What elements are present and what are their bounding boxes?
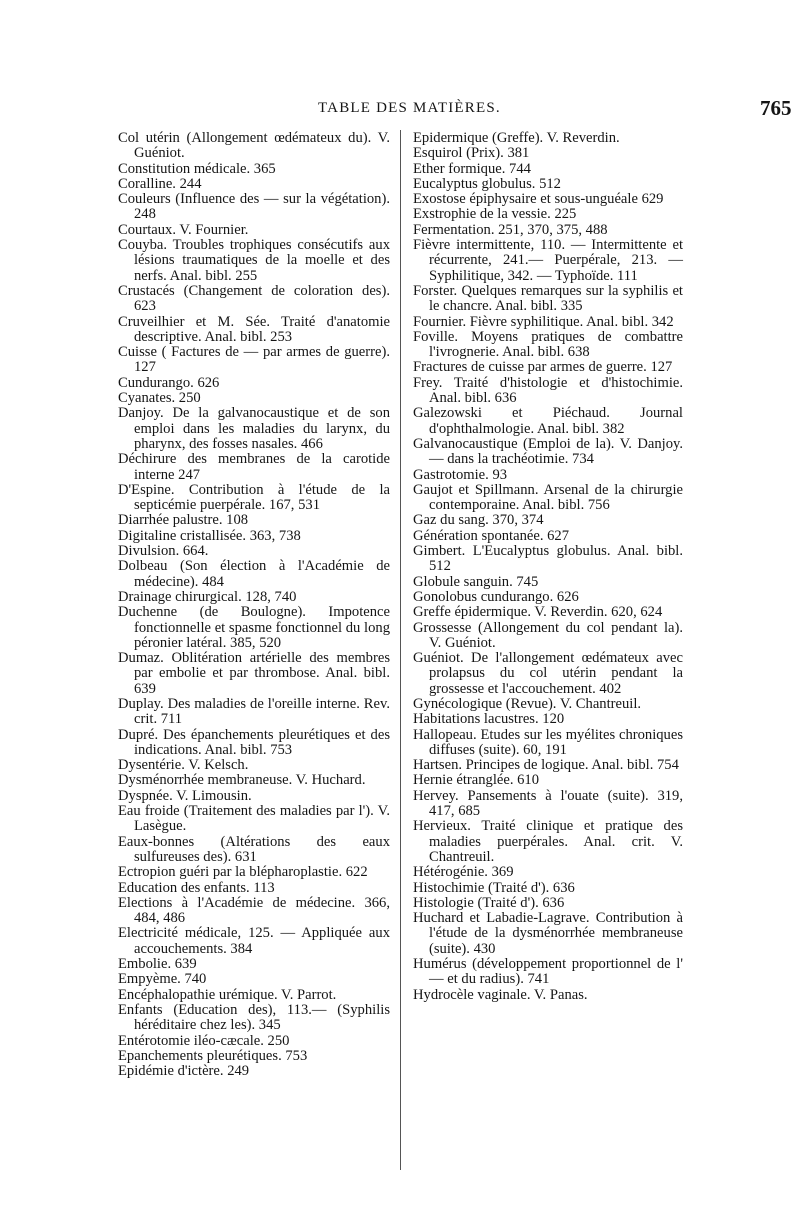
index-entry: Gonolobus cundurango. 626 xyxy=(413,588,579,605)
index-entry: Elections à l'Académie de médecine. 366, 484, 486 xyxy=(118,894,390,927)
index-entry: Dupré. Des épanchements pleurétiques et des indications. Anal. bibl. 753 xyxy=(118,726,390,758)
index-entry: Galezowski et Piéchaud. Journal d'ophthalmologie. Anal. bibl. 382 xyxy=(413,405,683,437)
index-entry: Histochimie (Traité d'). 636 xyxy=(413,879,575,896)
index-entry: Divulsion. 664. xyxy=(118,543,209,560)
index-entry: Guéniot. De l'allongement œdémateux avec prolapsus du col utérin pendant la grossesse et l'accouchement. 402 xyxy=(413,650,683,697)
index-entry: Exstrophie de la vessie. 225 xyxy=(413,206,577,223)
index-entry: Frey. Traité d'histologie et d'histochimie. Anal. bibl. 636 xyxy=(413,374,683,407)
right-column xyxy=(413,131,683,1003)
index-entry: Electricité médicale, 125. — Appliquée aux accouchements. 384 xyxy=(118,925,390,957)
index-entry: Encéphalopathie urémique. V. Parrot. xyxy=(118,986,337,1003)
page-number: 765 xyxy=(760,96,792,120)
index-entry: Huchard et Labadie-Lagrave. Contribution à l'étude de la dysménorrhée membraneuse (suite). 430 xyxy=(413,910,683,957)
index-entry: Epidémie d'ictère. 249 xyxy=(118,1063,250,1080)
index-entry: Dysménorrhée membraneuse. V. Huchard. xyxy=(118,772,366,789)
index-entry: Fièvre intermittente, 110. — Intermittente et récurrente, 241.— Puerpérale, 213. — Syphilitique, 342. — Typhoïde. 111 xyxy=(413,237,683,284)
index-entry: Couleurs (Influence des — sur la végétation). 248 xyxy=(118,191,390,223)
index-entry: Histologie (Traité d'). 636 xyxy=(413,894,565,911)
running-title: TABLE DES MATIÈRES. xyxy=(318,100,501,116)
left-column xyxy=(118,131,390,1079)
index-entry: Gastrotomie. 93 xyxy=(413,466,508,483)
index-entry: Eucalyptus globulus. 512 xyxy=(413,175,561,192)
index-entry: Humérus (développement proportionnel de l' — et du radius). 741 xyxy=(413,956,683,988)
index-entry: Eau froide (Traitement des maladies par l'). V. Lasègue. xyxy=(118,803,390,835)
index-entry: Empyème. 740 xyxy=(118,971,207,988)
index-entry: Hervey. Pansements à l'ouate (suite). 319, 417, 685 xyxy=(413,787,683,820)
index-entry: Fournier. Fièvre syphilitique. Anal. bibl. 342 xyxy=(413,313,674,330)
index-entry: Grossesse (Allongement du col pendant la). V. Guéniot. xyxy=(413,619,683,651)
index-entry: Eaux-bonnes (Altérations des eaux sulfureuses des). 631 xyxy=(118,833,390,865)
index-entry: Hervieux. Traité clinique et pratique des maladies puerpérales. Anal. crit. V. Chantreuil. xyxy=(413,818,683,865)
index-entry: Embolie. 639 xyxy=(118,956,197,973)
index-entry: Cundurango. 626 xyxy=(118,374,220,391)
index-entry: Cuisse ( Factures de — par armes de guerre). 127 xyxy=(118,344,390,376)
column-divider xyxy=(400,130,401,1170)
index-entry: Cruveilhier et M. Sée. Traité d'anatomie descriptive. Anal. bibl. 253 xyxy=(118,313,390,345)
index-entry: Greffe épidermique. V. Reverdin. 620, 624 xyxy=(413,604,663,621)
index-entry: Education des enfants. 113 xyxy=(118,879,275,896)
index-entry: Globule sanguin. 745 xyxy=(413,573,539,590)
index-entry: Ether formique. 744 xyxy=(413,160,531,177)
index-entry: Dyspnée. V. Limousin. xyxy=(118,787,252,804)
index-entry: Foville. Moyens pratiques de combattre l'ivrognerie. Anal. bibl. 638 xyxy=(413,328,683,361)
index-entry: Danjoy. De la galvanocaustique et de son emploi dans les maladies du larynx, du pharynx, des fosses nasales. 466 xyxy=(118,405,390,452)
index-entry: Dolbeau (Son élection à l'Académie de médecine). 484 xyxy=(118,558,390,590)
index-entry: Epidermique (Greffe). V. Reverdin. xyxy=(413,130,620,146)
index-entry: Habitations lacustres. 120 xyxy=(413,711,565,728)
index-entry: Hétérogénie. 369 xyxy=(413,864,514,881)
index-entry: Exostose épiphysaire et sous-unguéale 629 xyxy=(413,191,664,208)
index-entry: Gaz du sang. 370, 374 xyxy=(413,512,544,529)
index-entry: Drainage chirurgical. 128, 740 xyxy=(118,588,297,605)
index-entry: Courtaux. V. Fournier. xyxy=(118,221,249,238)
index-entry: Constitution médicale. 365 xyxy=(118,160,276,177)
index-entry: Dumaz. Oblitération artérielle des membres par embolie et par thrombose. Anal. bibl. 639 xyxy=(118,650,390,697)
index-entry: Gaujot et Spillmann. Arsenal de la chirurgie contemporaine. Anal. bibl. 756 xyxy=(413,481,683,514)
index-entry: Couyba. Troubles trophiques consécutifs aux lésions traumatiques de la moelle et des nerfs. Anal. bibl. 255 xyxy=(118,237,390,284)
index-entry: Enfants (Education des), 113.— (Syphilis héréditaire chez les). 345 xyxy=(118,1001,390,1034)
index-entry: Hartsen. Principes de logique. Anal. bibl. 754 xyxy=(413,757,679,774)
index-entry: Dysentérie. V. Kelsch. xyxy=(118,757,249,774)
index-entry: Déchirure des membranes de la carotide interne 247 xyxy=(118,451,390,483)
index-entry: Galvanocaustique (Emploi de la). V. Danjoy. — dans la trachéotimie. 734 xyxy=(413,435,683,468)
index-entry: Esquirol (Prix). 381 xyxy=(413,145,530,162)
index-entry: Entérotomie iléo-cæcale. 250 xyxy=(118,1032,290,1049)
index-entry: Crustacés (Changement de coloration des). 623 xyxy=(118,282,390,315)
index-entry: Epanchements pleurétiques. 753 xyxy=(118,1047,308,1064)
index-entry: D'Espine. Contribution à l'étude de la septicémie puerpérale. 167, 531 xyxy=(118,481,390,514)
page-header xyxy=(0,98,800,124)
index-entry: Fractures de cuisse par armes de guerre. 127 xyxy=(413,359,673,376)
index-entry: Cyanates. 250 xyxy=(118,390,201,407)
index-entry: Digitaline cristallisée. 363, 738 xyxy=(118,527,301,544)
index-entry: Hernie étranglée. 610 xyxy=(413,772,540,789)
index-entry: Duchenne (de Boulogne). Impotence fonctionnelle et spasme fonctionnel du long péronier latéral. 385, 520 xyxy=(118,604,390,651)
index-entry: Gynécologique (Revue). V. Chantreuil. xyxy=(413,695,642,712)
index-entry: Gimbert. L'Eucalyptus globulus. Anal. bibl. 512 xyxy=(413,543,683,575)
index-entry: Duplay. Des maladies de l'oreille interne. Rev. crit. 711 xyxy=(118,695,390,728)
index-entry: Ectropion guéri par la blépharoplastie. 622 xyxy=(118,864,368,881)
index-entry: Col utérin (Allongement œdémateux du). V. Guéniot. xyxy=(118,130,390,162)
index-entry: Hallopeau. Etudes sur les myélites chroniques diffuses (suite). 60, 191 xyxy=(413,726,683,758)
index-entry: Fermentation. 251, 370, 375, 488 xyxy=(413,221,608,238)
index-entry: Coralline. 244 xyxy=(118,175,202,192)
index-entry: Diarrhée palustre. 108 xyxy=(118,512,249,529)
index-entry: Hydrocèle vaginale. V. Panas. xyxy=(413,986,588,1003)
index-entry: Génération spontanée. 627 xyxy=(413,527,570,544)
index-entry: Forster. Quelques remarques sur la syphilis et le chancre. Anal. bibl. 335 xyxy=(413,282,683,315)
